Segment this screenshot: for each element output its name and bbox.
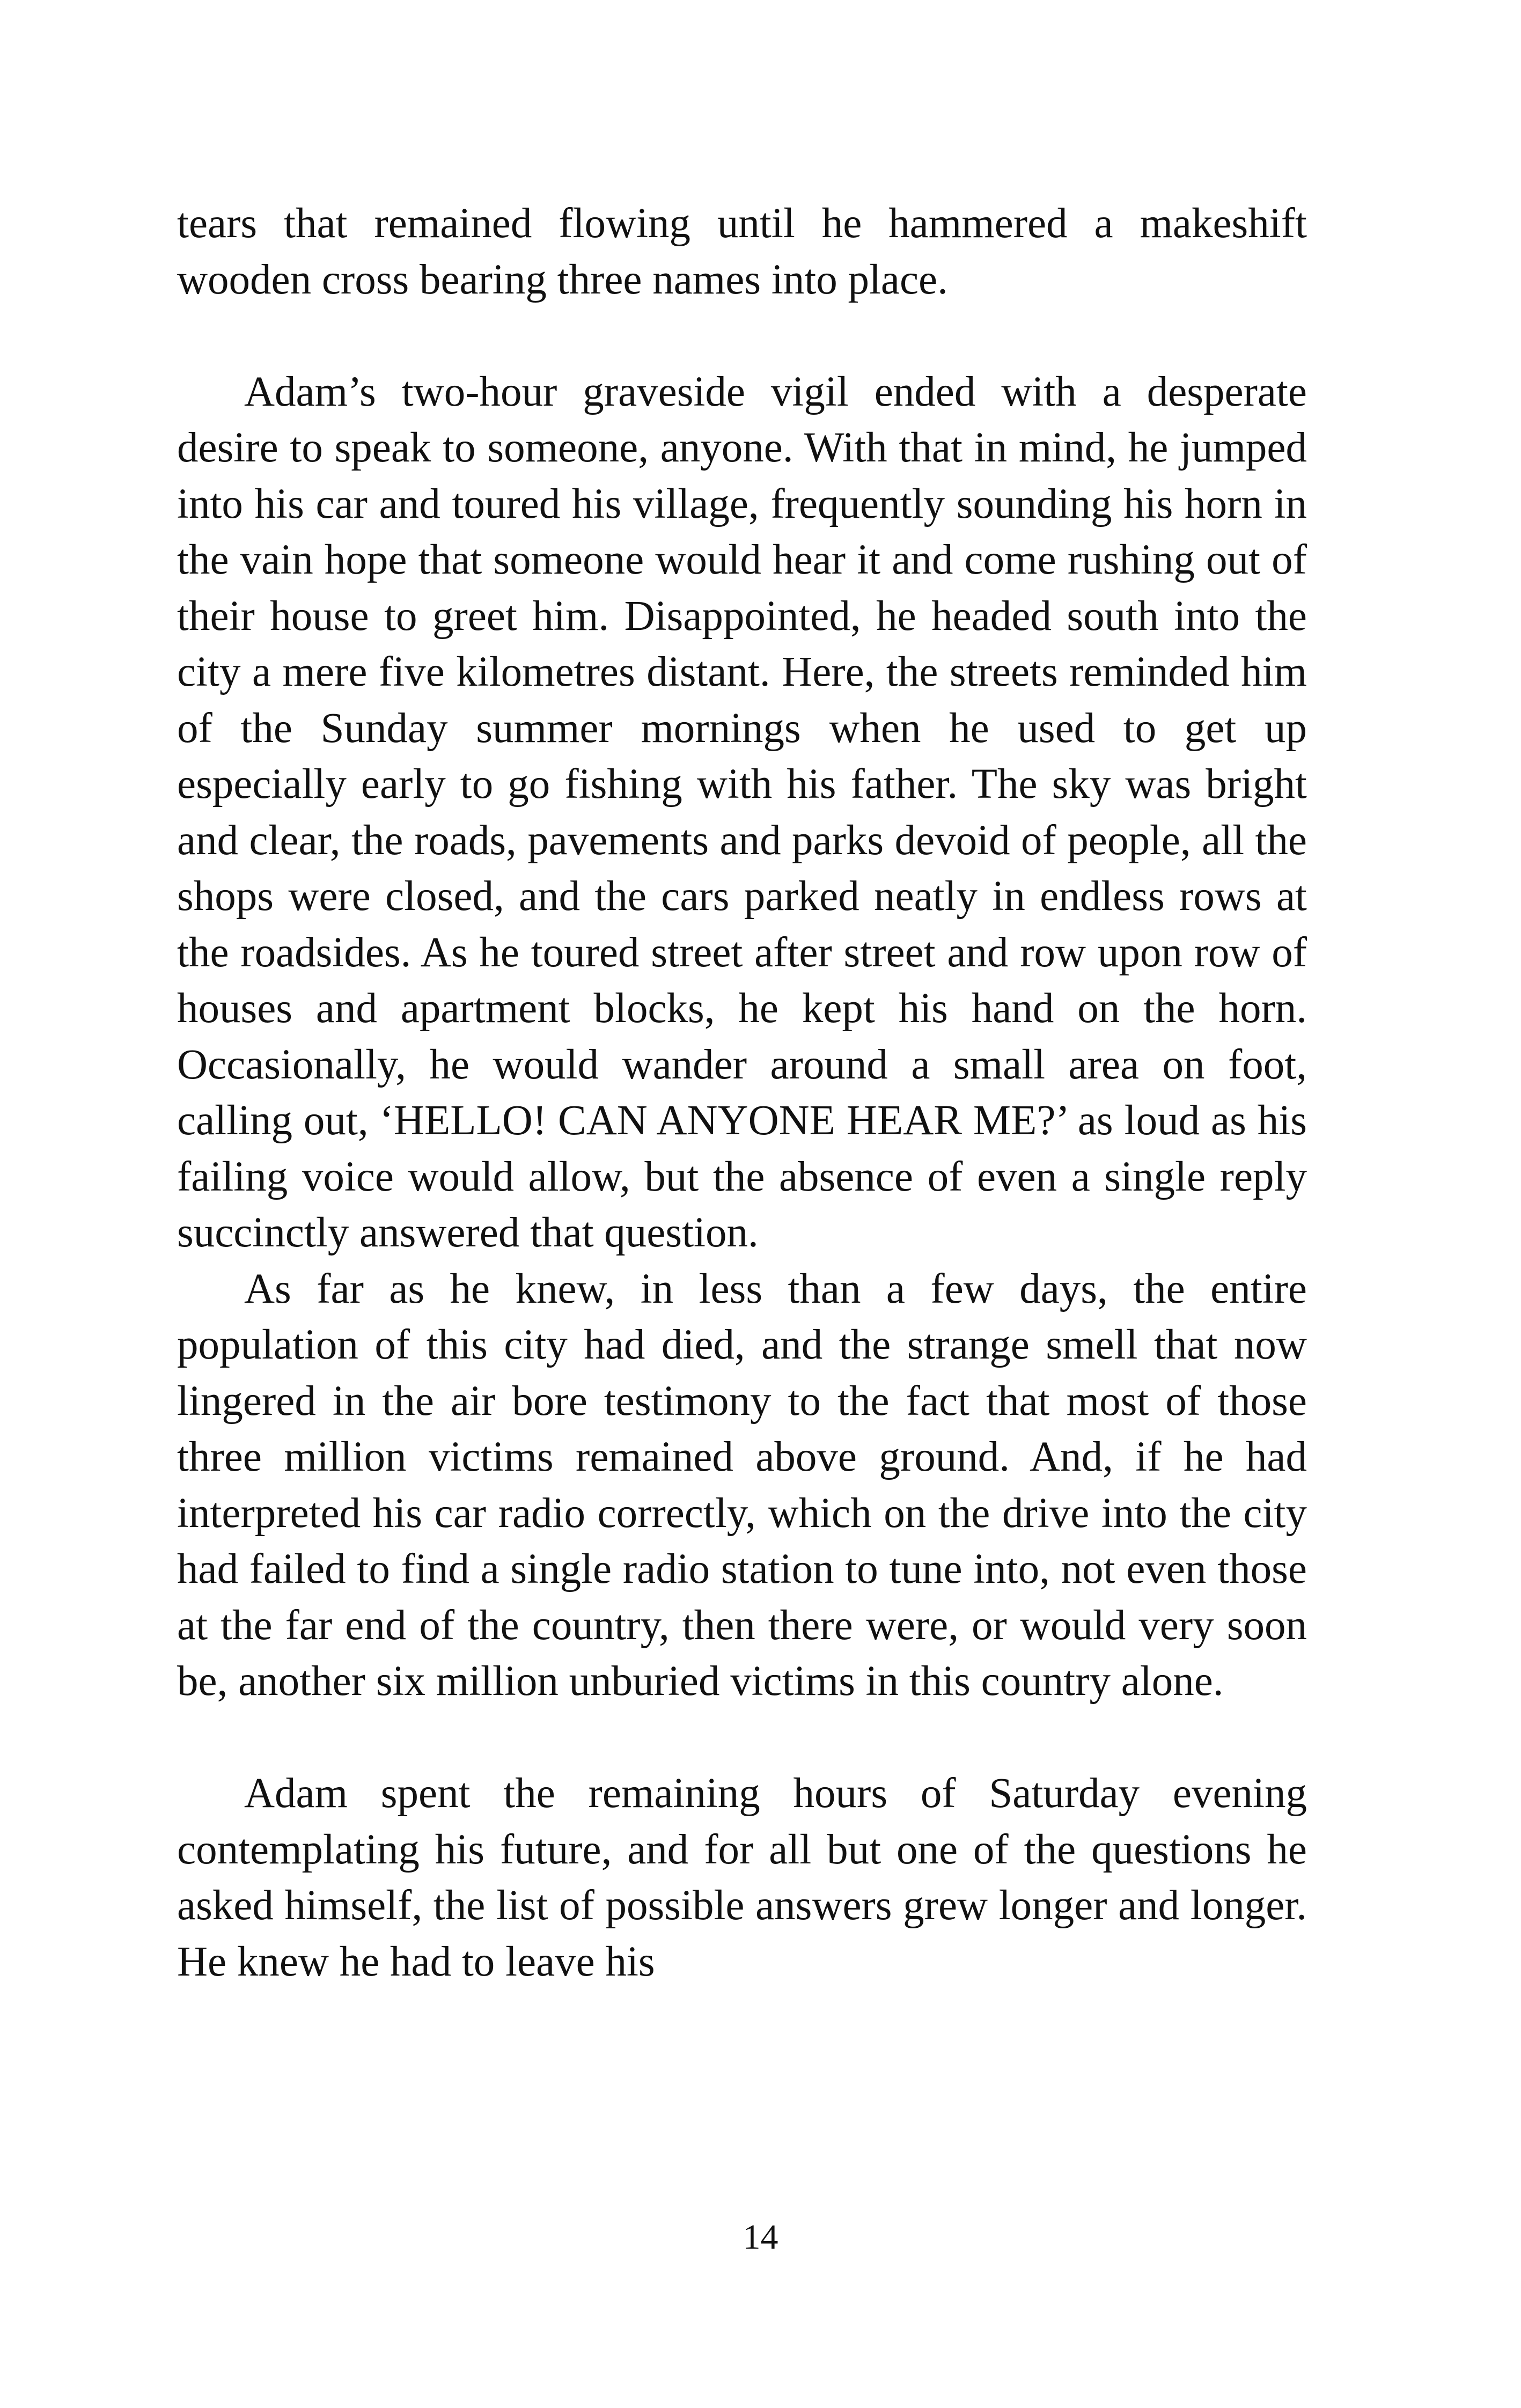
paragraph-3: As far as he knew, in less than a few days, the entire population of this city had died, and the strange smell that now lingered in the air bore testimony to the fact that most of those three million victims remained above ground. And, if he had interpreted his car radio correctly, which on the drive into the city had failed to find a single radio station to tune into, not even those at the far end of the country, then there were, or would very soon be, another six million unburied victims in this country alone. [177,1265,1307,1705]
page-number: 14 [743,2218,778,2257]
paragraph-2: Adam’s two-hour graveside vigil ended with a desperate desire to speak to someone, anyone. With that in mind, he jumped into his car and toured his village, frequently sounding his horn in the vain hope that someone would hear it and come rushing out of their house to greet him. Disappointed, he headed south into the city a mere five kilometres distant. Here, the streets reminded him of the Sunday summer mornings when he used to get up especially early to go fishing with his father. The sky was bright and clear, the roads, pavements and parks devoid of people, all the shops were closed, and the cars parked neatly in endless rows at the roadsides. As he toured street after street and row upon row of houses and apartment blocks, he kept his hand on the horn. Occasionally, he would wander around a small area on foot, calling out, ‘HELLO! CAN ANYONE HEAR ME?’ as loud as his failing voice would allow, but the absence of even a single reply succinctly answered that question. [177,368,1307,1256]
body-text [177,196,1307,1990]
section-break [177,1710,1307,1766]
paragraph-4: Adam spent the remaining hours of Saturday evening contemplating his future, and for all but one of the questions he asked himself, the list of possible answers grew longer and longer. He knew he had to leave his [177,1770,1307,1985]
section-break [177,308,1307,364]
paragraph-1: tears that remained flowing until he hammered a makeshift wooden cross bearing three names into place. [177,200,1307,303]
